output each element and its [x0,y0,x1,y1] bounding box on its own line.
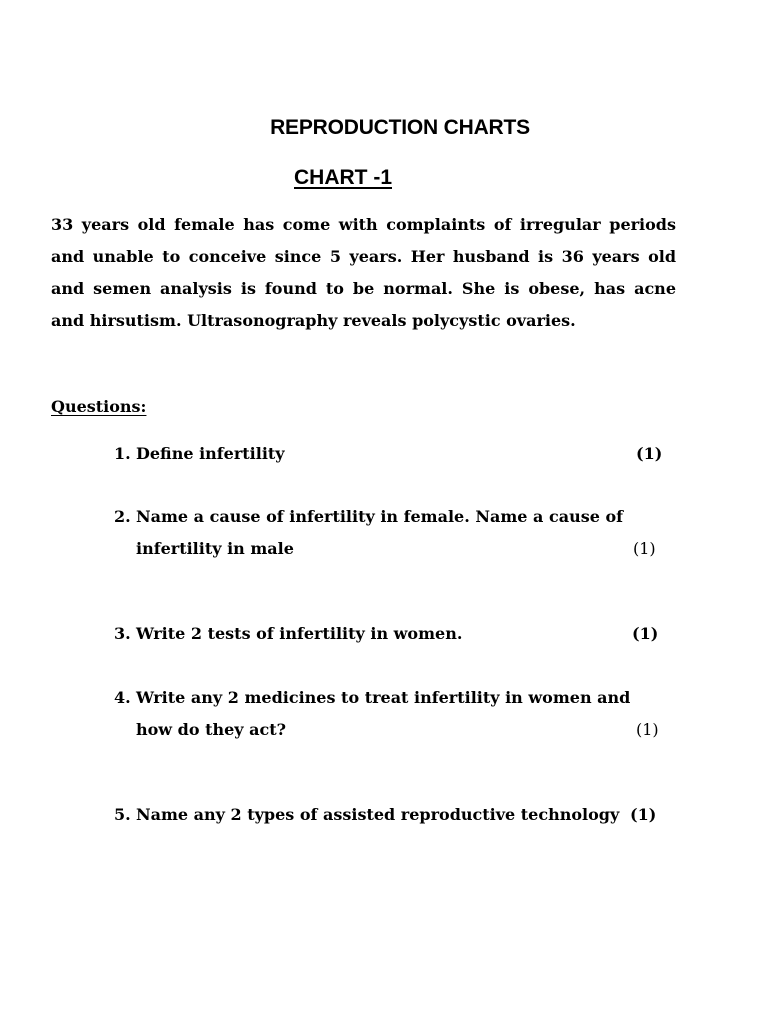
case-line: 33 years old female has come with complaints of irregular periods [51,215,676,234]
question-text: Name any 2 types of assisted reproductive technology [136,805,620,824]
question-number: 4. [114,688,131,707]
question-mark: (1) [636,444,663,463]
question-number: 1. [114,444,131,463]
question-mark: (1) [630,805,657,824]
question-mark: (1) [632,624,659,643]
question-text: Define infertility [136,444,285,463]
question-mark: (1) [636,720,659,739]
case-description [51,209,676,337]
questions-heading: Questions: [51,397,147,416]
question-number: 2. [114,507,131,526]
case-line: and hirsutism. Ultrasonography reveals polycystic ovaries. [51,311,576,330]
question-number: 5. [114,805,131,824]
case-line: and unable to conceive since 5 years. Her husband is 36 years old [51,247,676,266]
document-title: REPRODUCTION CHARTS [270,116,530,139]
question-text: Write any 2 medicines to treat infertility in women and [136,688,631,707]
question-mark: (1) [633,539,656,558]
chart-subtitle: CHART -1 [294,166,392,189]
question-number: 3. [114,624,131,643]
question-text: Write 2 tests of infertility in women. [136,624,463,643]
question-text: Name a cause of infertility in female. Name a cause of [136,507,624,526]
case-line: and semen analysis is found to be normal. She is obese, has acne [51,279,676,298]
question-text-continued: infertility in male [136,539,294,558]
question-text-continued: how do they act? [136,720,287,739]
